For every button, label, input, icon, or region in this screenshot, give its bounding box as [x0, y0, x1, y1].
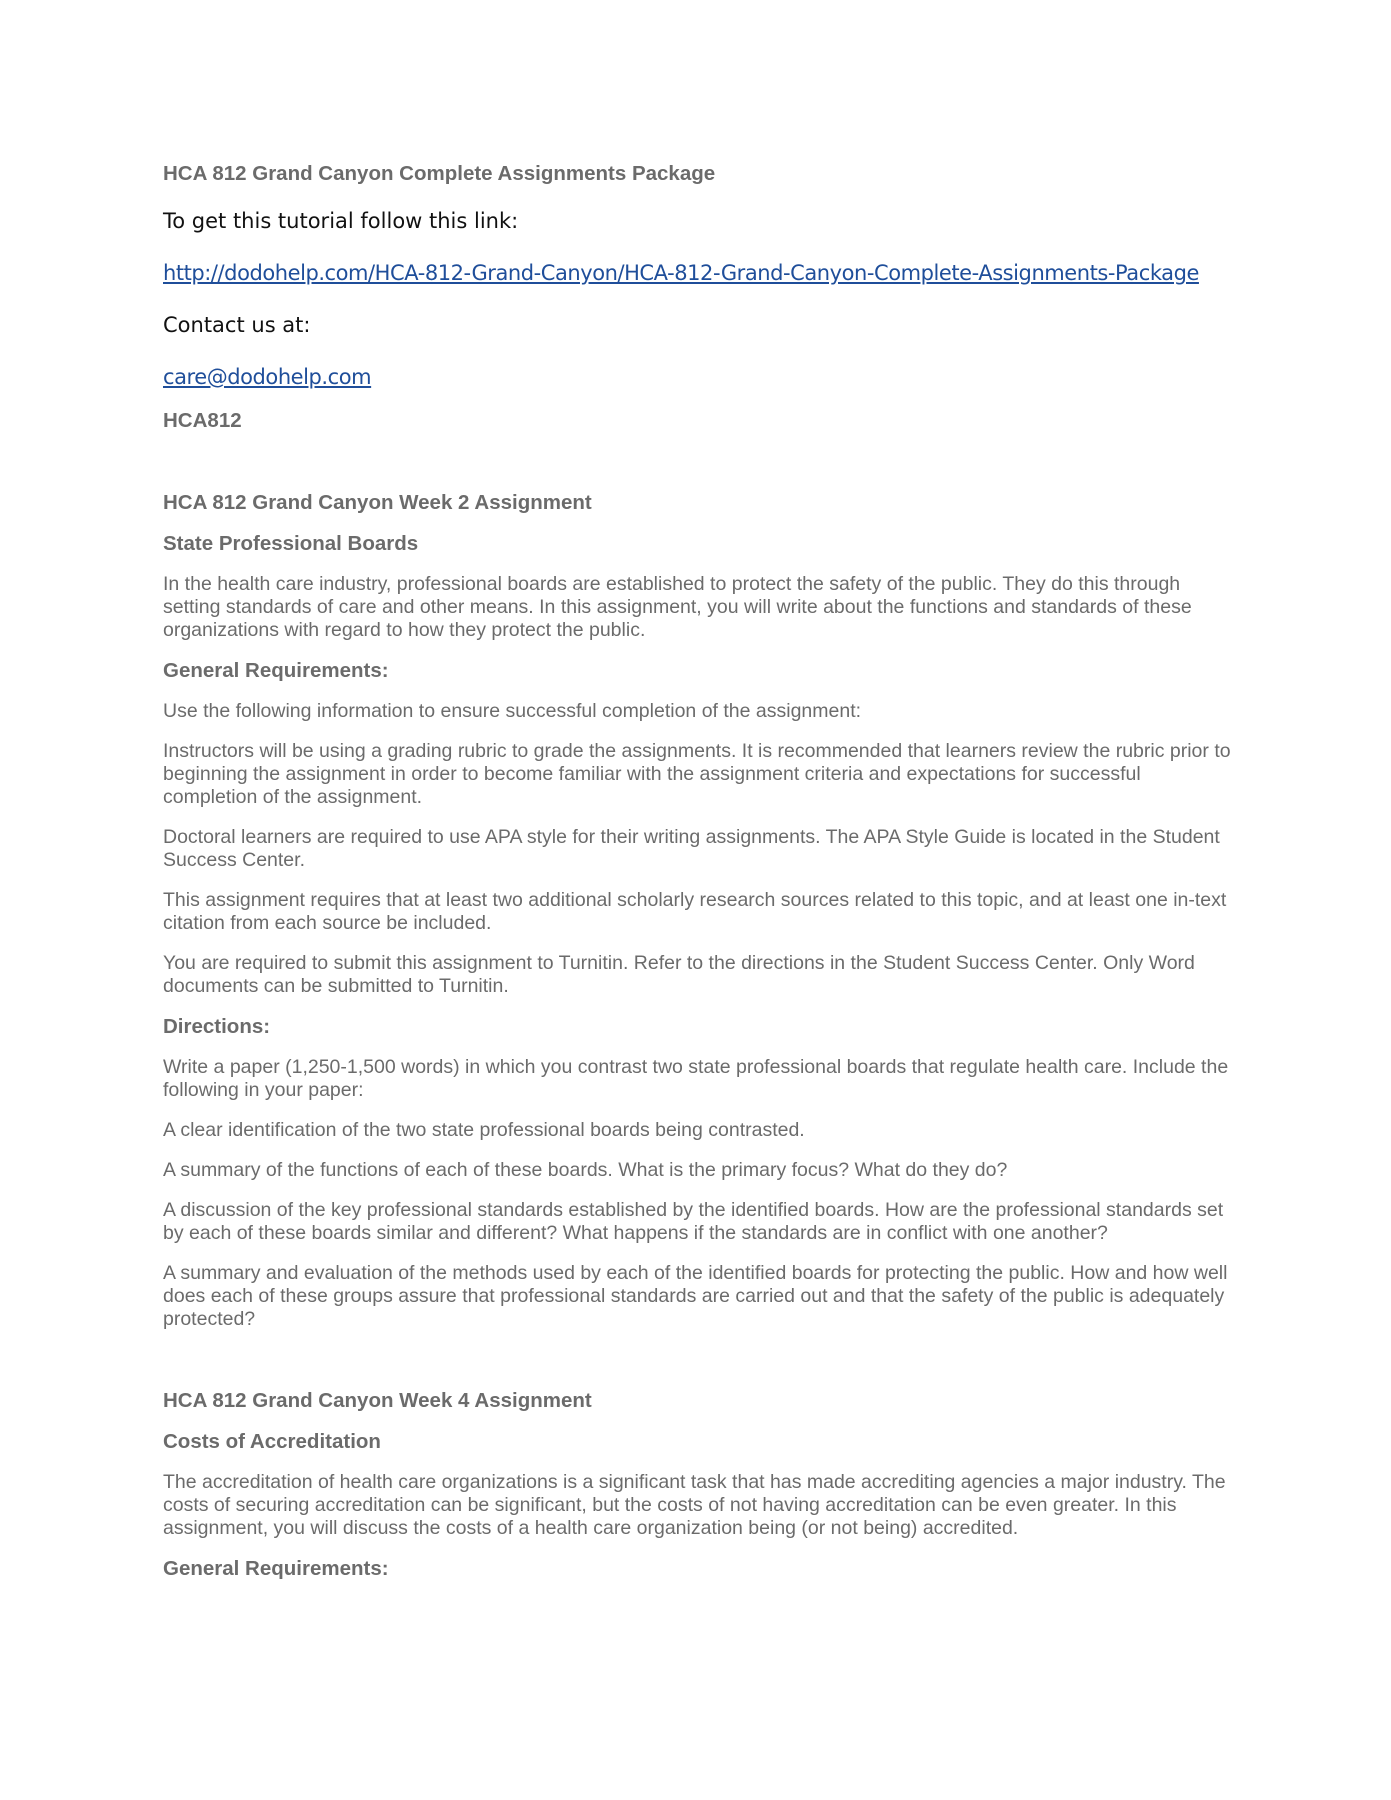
week4-title: HCA 812 Grand Canyon Week 4 Assignment: [163, 1389, 592, 1412]
week2-requirement: Use the following information to ensure successful completion of the assignment:: [163, 700, 862, 722]
week4-subtitle: Costs of Accreditation: [163, 1430, 381, 1453]
week2-direction: A discussion of the key professional standards established by the identified boards. How are the professional standards set by each of these boards similar and different? What happens if the standards are in conflict with one another?: [163, 1199, 1224, 1244]
course-code: HCA812: [163, 409, 242, 432]
document-page: [163, 162, 1233, 1581]
week4-intro: The accreditation of health care organizations is a significant task that has made accrediting agencies a major industry. The costs of securing accreditation can be significant, but the costs of not having accreditation can be even greater. In this assignment, you will discuss the costs of a health care organization being (or not being) accredited.: [163, 1471, 1226, 1539]
week2-direction: A clear identification of the two state professional boards being contrasted.: [163, 1119, 805, 1141]
week2-requirement: This assignment requires that at least two additional scholarly research sources related to this topic, and at least one in-text citation from each source be included.: [163, 889, 1227, 934]
week2-requirement: Doctoral learners are required to use APA style for their writing assignments. The APA Style Guide is located in the Student Success Center.: [163, 826, 1220, 871]
week4-general-requirements-label: General Requirements:: [163, 1557, 389, 1580]
week2-direction: A summary of the functions of each of these boards. What is the primary focus? What do they do?: [163, 1159, 1008, 1181]
week2-direction: A summary and evaluation of the methods used by each of the identified boards for protecting the public. How and how well does each of these groups assure that professional standards are carried out and that the safety of the public is adequately protected?: [163, 1262, 1228, 1330]
week2-intro: In the health care industry, professional boards are established to protect the safety of the public. They do this through setting standards of care and other means. In this assignment, you will write about the functions and standards of these organizations with regard to how they protect the public.: [163, 573, 1192, 641]
week2-directions-label: Directions:: [163, 1015, 271, 1038]
email-link[interactable]: care@dodohelp.com: [163, 365, 372, 389]
week2-title: HCA 812 Grand Canyon Week 2 Assignment: [163, 491, 592, 514]
week2-subtitle: State Professional Boards: [163, 532, 419, 555]
follow-link-text: To get this tutorial follow this link:: [163, 209, 519, 233]
week2-requirement: Instructors will be using a grading rubric to grade the assignments. It is recommended that learners review the rubric prior to beginning the assignment in order to become familiar with the assignment criteria and expectations for successful completion of the assignment.: [163, 740, 1231, 808]
week2-direction: Write a paper (1,250-1,500 words) in which you contrast two state professional boards that regulate health care. Include the following in your paper:: [163, 1056, 1229, 1101]
week2-general-requirements-label: General Requirements:: [163, 659, 389, 682]
document-title: HCA 812 Grand Canyon Complete Assignments Package: [163, 162, 716, 185]
contact-text: Contact us at:: [163, 313, 311, 337]
week2-requirement: You are required to submit this assignment to Turnitin. Refer to the directions in the Student Success Center. Only Word documents can be submitted to Turnitin.: [163, 952, 1195, 997]
tutorial-link[interactable]: http://dodohelp.com/HCA-812-Grand-Canyon/HCA-812-Grand-Canyon-Complete-Assignments-Package: [163, 261, 1199, 285]
